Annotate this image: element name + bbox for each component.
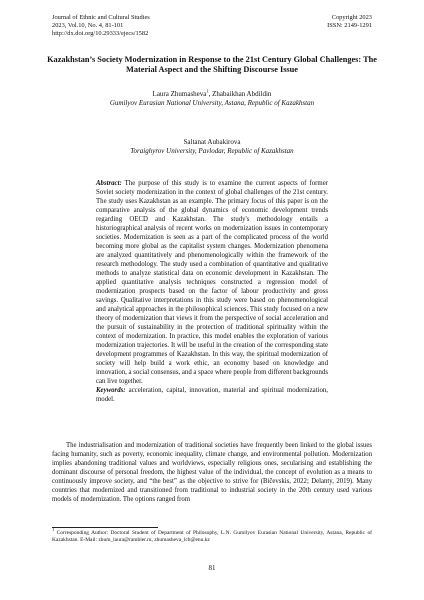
issn: ISSN: 2149-1291 bbox=[327, 21, 372, 29]
abstract-text: The purpose of this study is to examine the current aspects of former Soviet society modernization in the context of global challenges of the 21st century. The study uses Kazakhstan as an example. The primary focus of this paper is on the comparative analysis of the global dynamics of economic development trends regarding OECD and Kazakhstan. The study's methodology entails a historiographical analysis of recent works on modernization issues in contemporary societies. Modernization is seen as a part of the complicated process of the world becoming more global as the capitalist system changes. Modernization phenomena are analyzed quantitatively and phenomenologically within the framework of the research methodology. The study used a combination of quantitative and qualitative methods to analyze statistical data on economic development in Kazakhstan. The applied quantitative analysis techniques constructed a regression model of modernization prospects based on the factor of labour productivity and gross savings. Qualitative interpretations in this study were based on phenomenological and analytical approaches in the philosophical sciences. This study focused on a new theory of modernization that views it from the perspective of social acceleration and the pursuit of sustainability in the protection of traditional spirituality within the context of modernization. In practice, this model enables the exploration of various modernization trajectories. It will be useful in the creation of the corresponding state development programmes of Kazakhstan. In this way, the spiritual modernization of society will help build a work ethic, an economy based on knowledge and innovation, a social consensus, and a space where people from different backgrounds can live together. bbox=[96, 180, 328, 385]
footnote-text: Corresponding Author: Doctoral Student of Department of Philosophy, L.N. Gumilyov Eurasian National University, Astana, Republic of Kazakhstan. E-Mail: zhum_laura@rambler.ru, zhumasheva_lch@enu.kz bbox=[52, 530, 372, 543]
footnote bbox=[52, 527, 372, 544]
author-name-first: Laura Zhumasheva bbox=[152, 90, 207, 98]
abstract-label: Abstract: bbox=[96, 180, 122, 187]
footnote-divider bbox=[52, 527, 158, 528]
abstract-paragraph bbox=[96, 180, 328, 387]
keywords-label: Keywords: bbox=[96, 386, 126, 394]
footnote-marker[interactable]: 1 bbox=[206, 88, 209, 94]
keywords-text: acceleration, capital, innovation, material and spiritual modernization, model. bbox=[96, 386, 328, 403]
author-affiliation: Gumilyov Eurasian National University, Astana, Republic of Kazakhstan bbox=[109, 99, 315, 107]
author-names bbox=[40, 90, 384, 99]
copyright-year: Copyright 2023 bbox=[331, 14, 372, 21]
keywords-paragraph bbox=[96, 387, 328, 405]
footnote-mark: 1 bbox=[52, 527, 55, 533]
author-block-1 bbox=[40, 90, 384, 108]
journal-name: Journal of Ethnic and Cultural Studies bbox=[52, 14, 150, 21]
body-paragraph: The industrialisation and modernization of traditional societies have frequently been linked to the global issues facing humanity, such as poverty, economic inequality, climate change, and environmental pollution. Modernization implies abandoning traditional values and worldviews, especially religious ones, secularising and establishing the dominant discourse of personal freedom, the highest value of the individual, the concept of evolution as a means to continuously improve society, and “the best” as the objective to strive for (Bičevskis, 2022; Delanty, 2019). Many countries that modernized and transitioned from traditional to industrial society in the 20th century used various models of modernization. The options ranged from bbox=[52, 442, 372, 503]
author-names: Saltanat Aubakirova bbox=[183, 138, 241, 146]
author-affiliation: Toraighyrov University, Pavlodar, Republic of Kazakhstan bbox=[130, 147, 294, 155]
copyright-header bbox=[327, 14, 372, 30]
paper-title: Kazakhstan’s Society Modernization in Response to the 21st Century Global Challenges: The Material Aspect and the Shifting Discourse Issue bbox=[47, 55, 377, 75]
doi-link[interactable]: http://dx.doi.org/10.29333/ejecs/1582 bbox=[52, 29, 149, 37]
author-name-rest: , Zhabaikhan Abdildin bbox=[208, 90, 272, 98]
journal-volume: 2023, Vol.10, No. 4, 81-101 bbox=[52, 21, 124, 29]
journal-header bbox=[52, 14, 150, 37]
author-block-2 bbox=[40, 138, 384, 156]
abstract-section bbox=[96, 180, 328, 405]
page-number: 81 bbox=[208, 564, 216, 572]
